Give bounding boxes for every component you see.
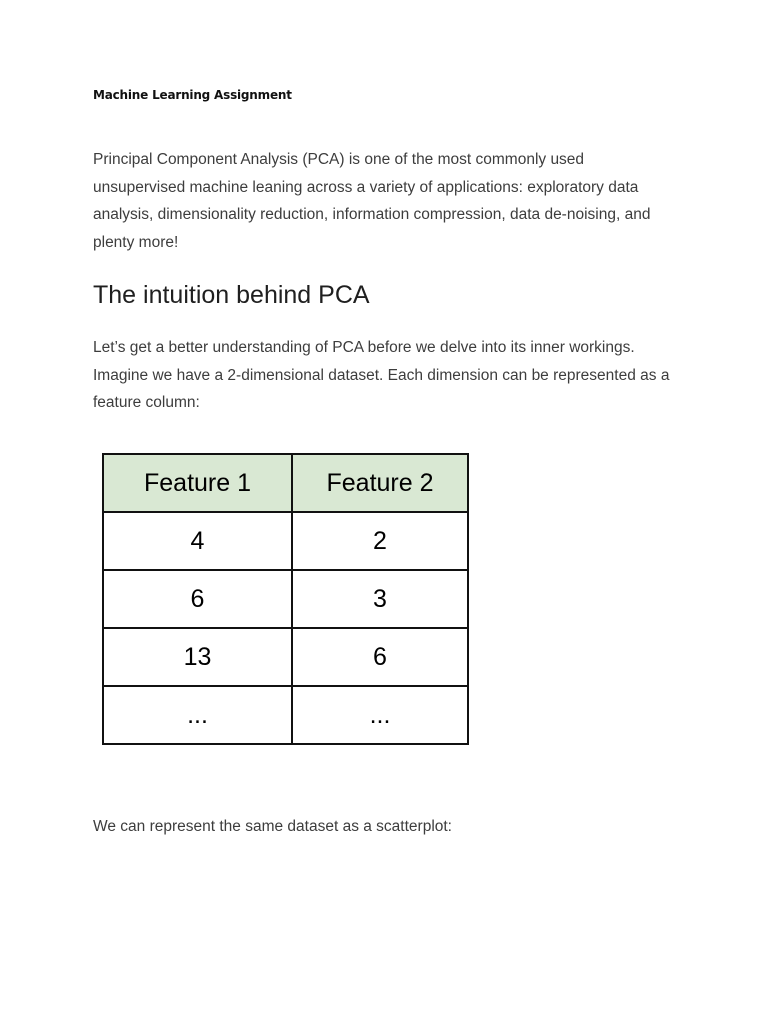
table-cell: 2: [292, 512, 468, 570]
table-row: [103, 628, 468, 686]
intro-paragraph: Principal Component Analysis (PCA) is one of the most commonly used unsupervised machine leaning across a variety of applications: exploratory data analysis, dimensionality reduction, information compression, data de-noising, and plenty more!: [93, 151, 651, 251]
section-heading: The intuition behind PCA: [93, 281, 370, 309]
column-header-feature-1: Feature 1: [103, 454, 292, 512]
document-title: Machine Learning Assignment: [93, 88, 292, 102]
table-cell: ...: [292, 686, 468, 744]
table-row: [103, 686, 468, 744]
table-row: [103, 570, 468, 628]
table-cell: 13: [103, 628, 292, 686]
table-cell: 6: [103, 570, 292, 628]
table-cell: 6: [292, 628, 468, 686]
feature-table: [102, 453, 469, 745]
table-cell: 3: [292, 570, 468, 628]
column-header-feature-2: Feature 2: [292, 454, 468, 512]
table-header-row: [103, 454, 468, 512]
intuition-paragraph: Let’s get a better understanding of PCA before we delve into its inner workings. Imagine we have a 2-dimensional dataset. Each dimension can be represented as a feature column:: [93, 339, 670, 411]
scatterplot-paragraph: We can represent the same dataset as a scatterplot:: [93, 818, 452, 835]
table-row: [103, 512, 468, 570]
table-cell: ...: [103, 686, 292, 744]
table-cell: 4: [103, 512, 292, 570]
